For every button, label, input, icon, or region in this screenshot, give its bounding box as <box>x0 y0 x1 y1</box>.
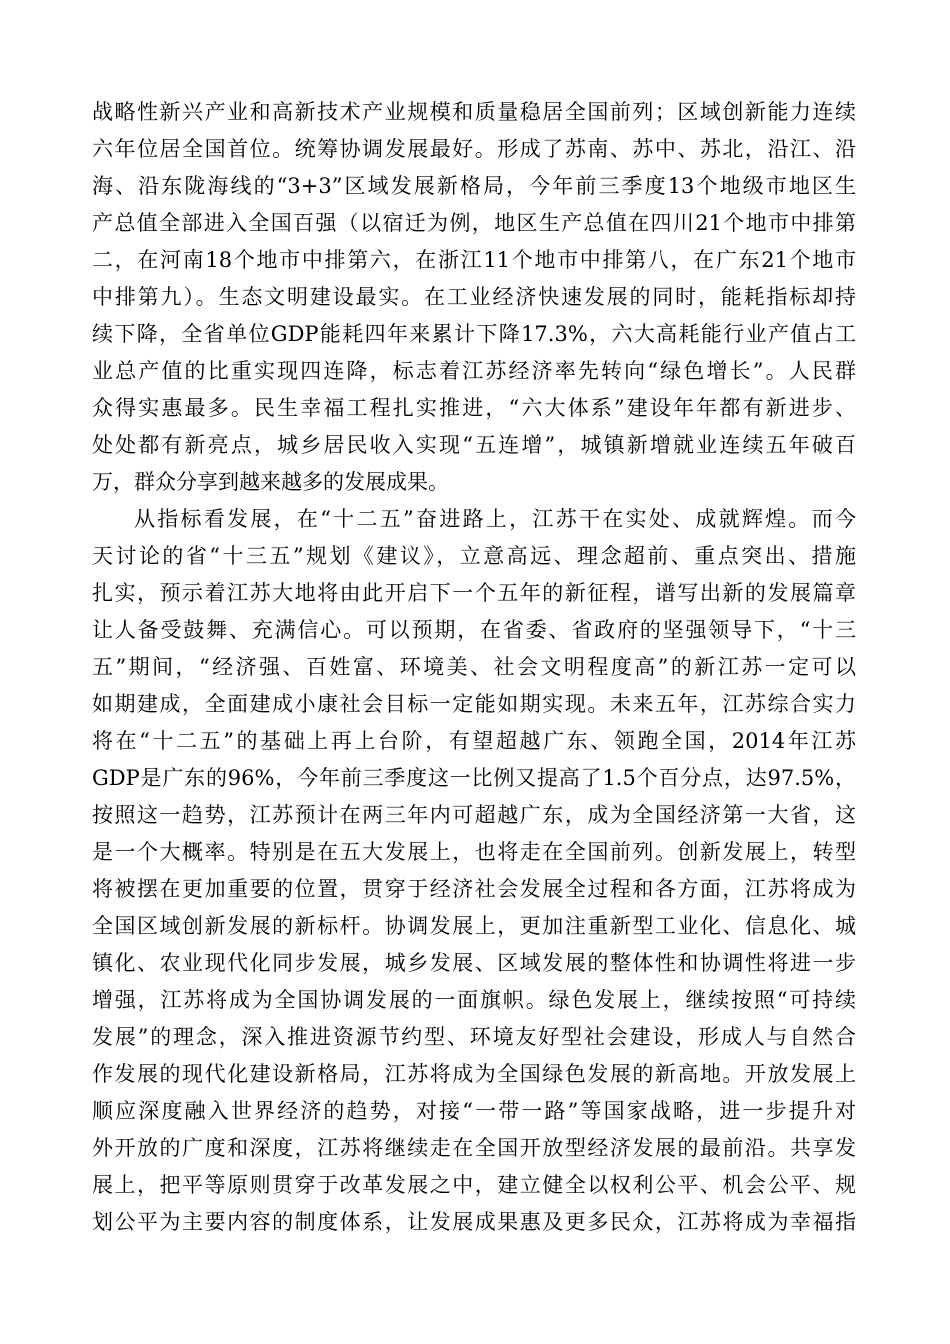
text-line: 二，在河南18个地市中排第六，在浙江11个地市中排第八，在广东21个地市 <box>92 248 856 272</box>
text-line: 天讨论的省“十三五”规划《建议》，立意高远、理念超前、重点突出、措施 <box>92 544 856 568</box>
text-line: 顺应深度融入世界经济的趋势，对接“一带一路”等国家战略，进一步提升对 <box>92 1099 856 1123</box>
text-line: 划公平为主要内容的制度体系，让发展成果惠及更多民众，江苏将成为幸福指 <box>92 1210 856 1234</box>
text-line: GDP是广东的96%，今年前三季度这一比例又提高了1.5个百分点，达97.5%， <box>92 766 856 790</box>
text-line: 作发展的现代化建设新格局，江苏将成为全国绿色发展的新高地。开放发展上 <box>92 1062 856 1086</box>
text-line: 展上，把平等原则贯穿于改革发展之中，建立健全以权利公平、机会公平、规 <box>92 1173 856 1197</box>
text-line: 五”期间，“经济强、百姓富、环境美、社会文明程度高”的新江苏一定可以 <box>92 655 856 679</box>
text-line: 外开放的广度和深度，江苏将继续走在全国开放型经济发展的最前沿。共享发 <box>92 1136 856 1160</box>
text-line: 将被摆在更加重要的位置，贯穿于经济社会发展全过程和各方面，江苏将成为 <box>92 877 856 901</box>
text-line: 续下降，全省单位GDP能耗四年来累计下降17.3%，六大高耗能行业产值占工 <box>92 322 856 346</box>
text-line: 扎实，预示着江苏大地将由此开启下一个五年的新征程，谱写出新的发展篇章 <box>92 581 856 605</box>
text-line: 众得实惠最多。民生幸福工程扎实推进，“六大体系”建设年年都有新进步、 <box>92 396 856 420</box>
text-line: 业总产值的比重实现四连降，标志着江苏经济率先转向“绿色增长”。人民群 <box>92 359 856 383</box>
text-line: 中排第九）。生态文明建设最实。在工业经济快速发展的同时，能耗指标却持 <box>92 285 856 309</box>
text-line: 产总值全部进入全国百强（以宿迁为例，地区生产总值在四川21个地市中排第 <box>92 211 856 235</box>
text-line: 海、沿东陇海线的“3+3”区域发展新格局，今年前三季度13个地级市地区生 <box>92 174 856 198</box>
text-line: 全国区域创新发展的新标杆。协调发展上，更加注重新型工业化、信息化、城 <box>92 914 856 938</box>
text-line: 增强，江苏将成为全国协调发展的一面旗帜。绿色发展上，继续按照“可持续 <box>92 988 856 1012</box>
text-line: 是一个大概率。特别是在五大发展上，也将走在全国前列。创新发展上，转型 <box>92 840 856 864</box>
text-line: 镇化、农业现代化同步发展，城乡发展、区域发展的整体性和协调性将进一步 <box>92 951 856 975</box>
text-line: 发展”的理念，深入推进资源节约型、环境友好型社会建设，形成人与自然合 <box>92 1025 856 1049</box>
text-line: 战略性新兴产业和高新技术产业规模和质量稳居全国前列；区域创新能力连续 <box>92 100 856 124</box>
text-line: 从指标看发展，在“十二五”奋进路上，江苏干在实处、成就辉煌。而今 <box>134 507 856 531</box>
text-line: 处处都有新亮点，城乡居民收入实现“五连增”，城镇新增就业连续五年破百 <box>92 433 856 457</box>
text-line: 六年位居全国首位。统筹协调发展最好。形成了苏南、苏中、苏北，沿江、沿 <box>92 137 856 161</box>
text-line: 将在“十二五”的基础上再上台阶，有望超越广东、领跑全国，2014年江苏 <box>92 729 856 753</box>
text-line: 万，群众分享到越来越多的发展成果。 <box>92 470 449 494</box>
text-line: 如期建成，全面建成小康社会目标一定能如期实现。未来五年，江苏综合实力 <box>92 692 856 716</box>
text-line: 让人备受鼓舞、充满信心。可以预期，在省委、省政府的坚强领导下，“十三 <box>92 618 856 642</box>
text-line: 按照这一趋势，江苏预计在两三年内可超越广东，成为全国经济第一大省，这 <box>92 803 856 827</box>
